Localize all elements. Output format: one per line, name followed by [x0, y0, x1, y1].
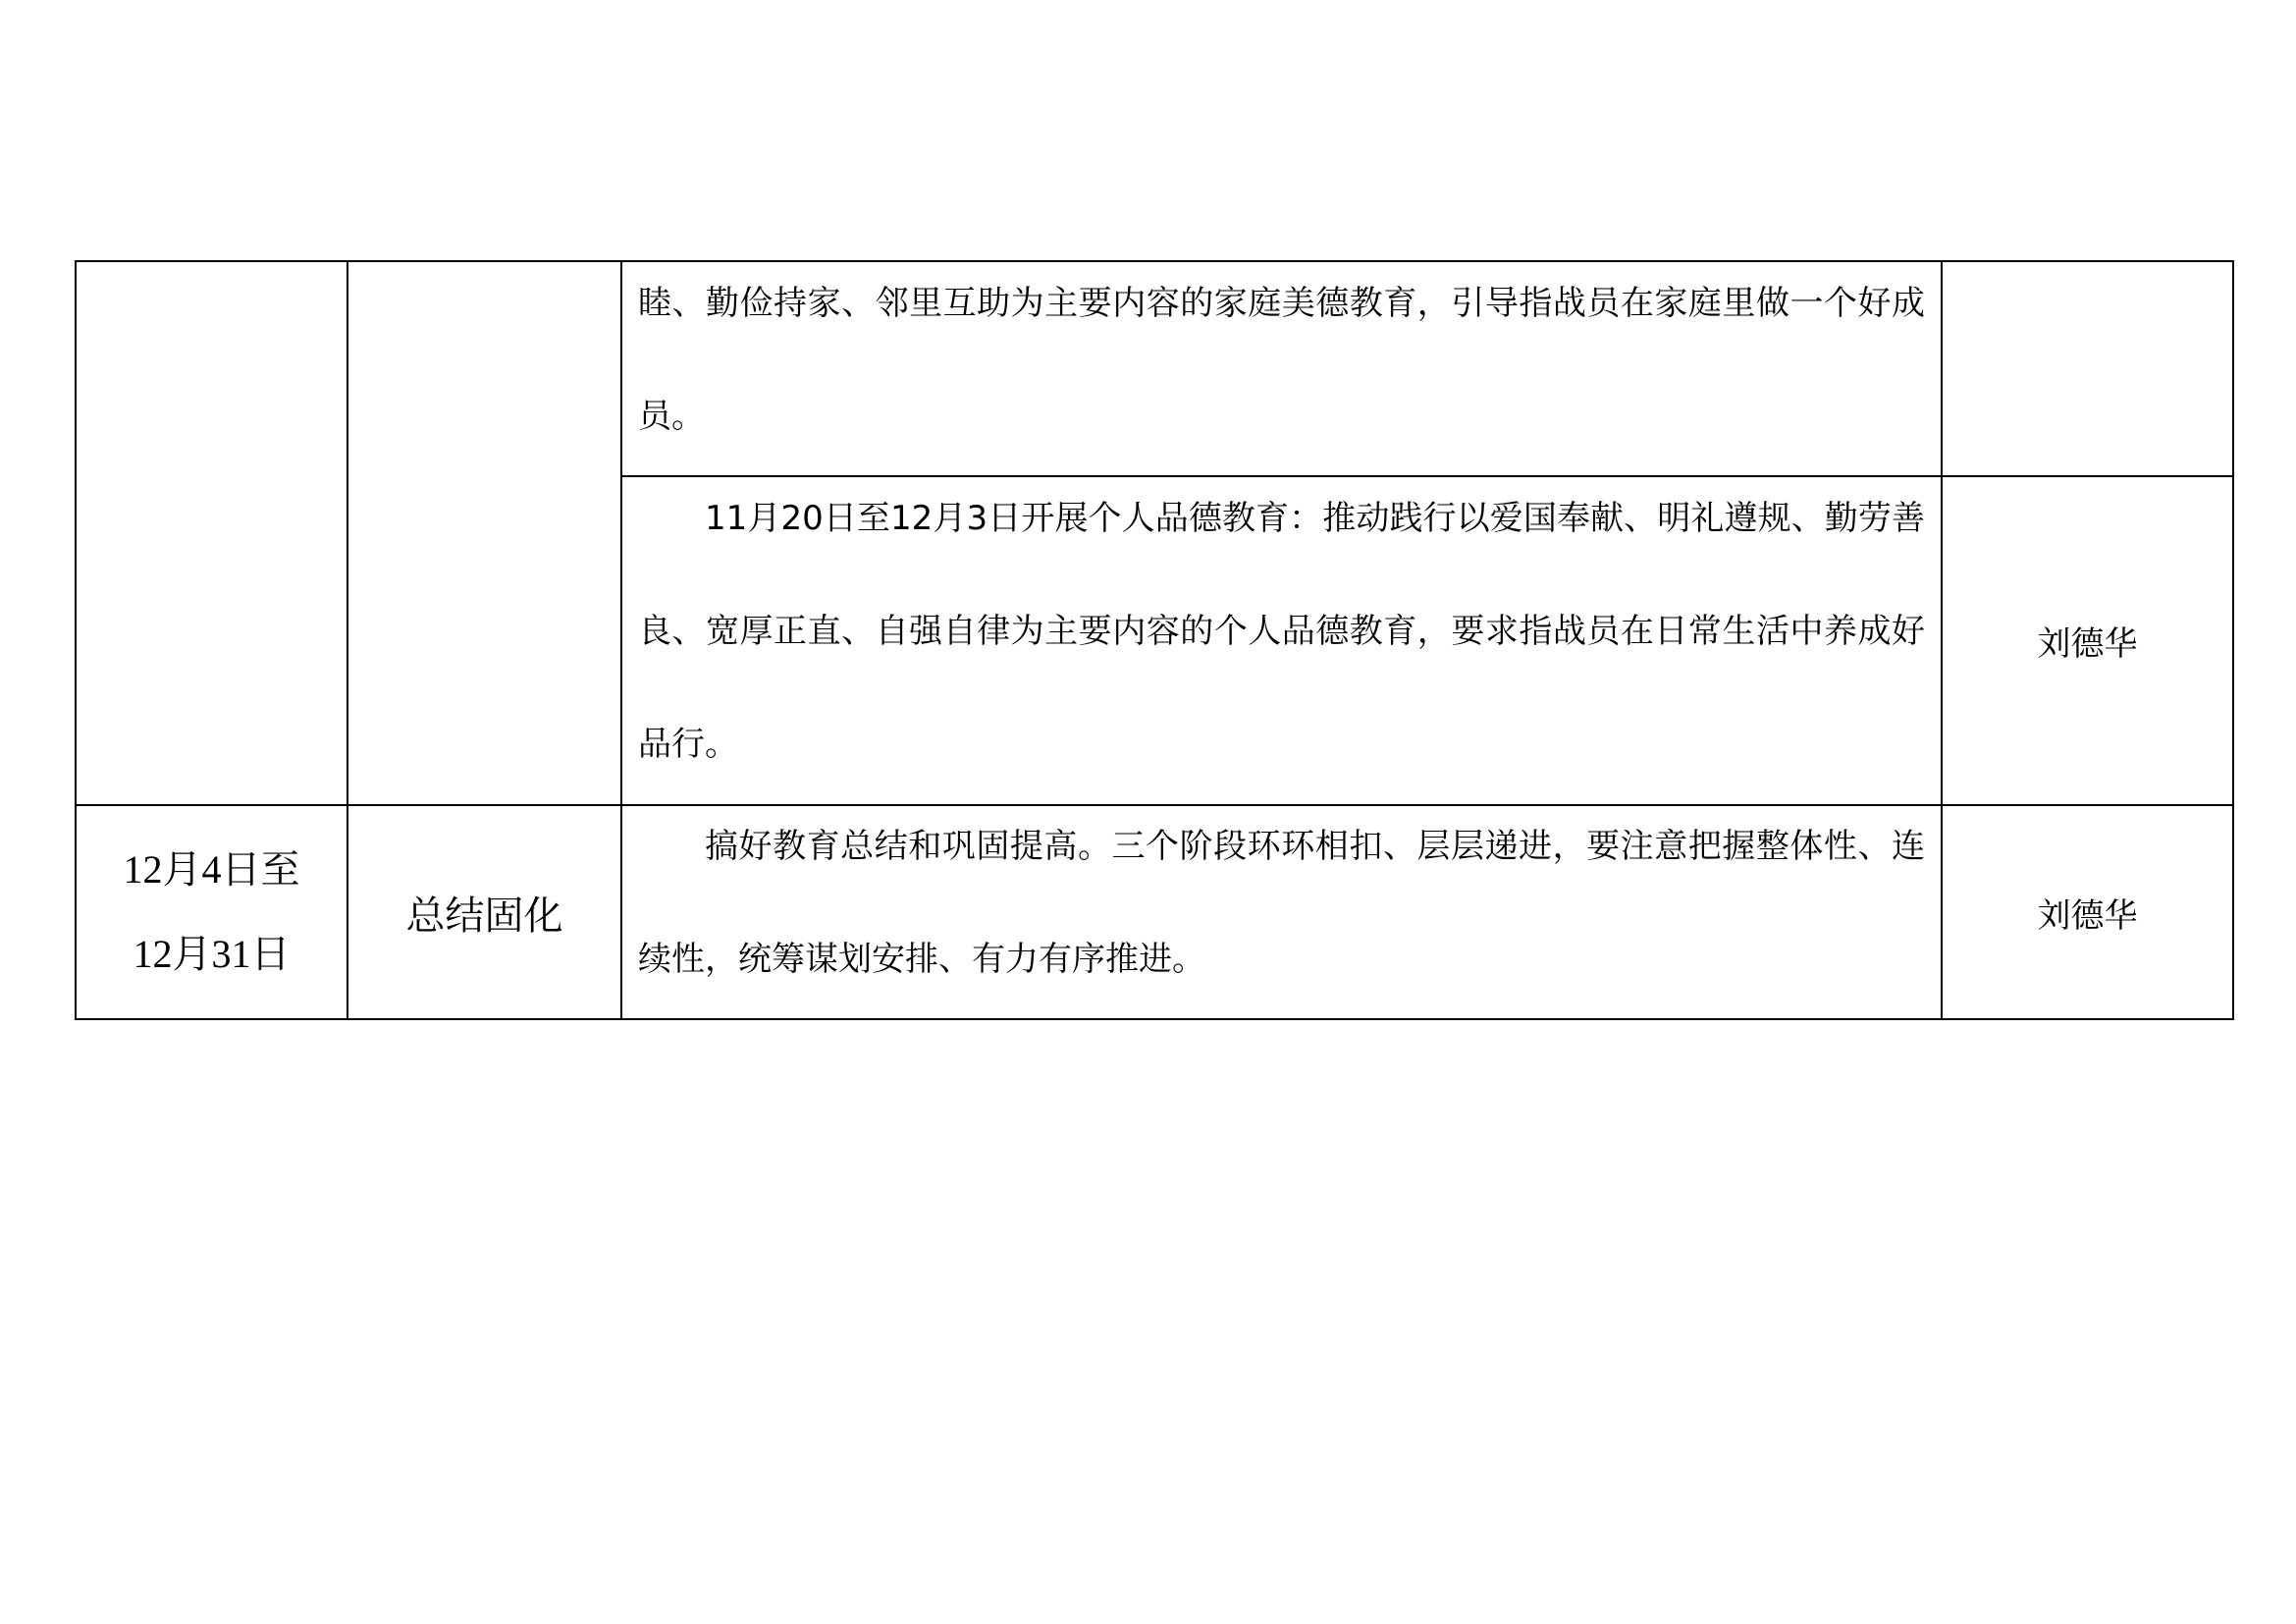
- stage-cell-continued: [347, 261, 621, 805]
- schedule-table: [75, 260, 2234, 1020]
- date-cell-continued: [76, 261, 347, 805]
- table-row: [76, 805, 2233, 1019]
- responsible-person-cell: 刘德华: [1942, 476, 2233, 805]
- content-text: 11月20日至12月3日开展个人品德教育：推动践行以爱国奉献、明礼遵规、勤劳善良、宽厚正直、自强自律为主要内容的个人品德教育，要求指战员在日常生活中养成好品行。: [638, 499, 1925, 764]
- content-cell: [621, 805, 1942, 1019]
- content-cell: [621, 476, 1942, 805]
- responsible-person-cell: [1942, 261, 2233, 476]
- content-cell: [621, 261, 1942, 476]
- responsible-person-cell: 刘德华: [1942, 805, 2233, 1019]
- date-cell: [76, 805, 347, 1019]
- stage-cell: 总结固化: [347, 805, 621, 1019]
- content-text: 搞好教育总结和巩固提高。三个阶段环环相扣、层层递进，要注意把握整体性、连续性，统筹谋划安排、有力有序推进。: [638, 827, 1925, 979]
- date-end: 12月31日: [133, 932, 291, 976]
- date-start: 12月4日至: [123, 847, 300, 892]
- content-text: 睦、勤俭持家、邻里互助为主要内容的家庭美德教育，引导指战员在家庭里做一个好成员。: [638, 283, 1925, 436]
- table-row: [76, 261, 2233, 476]
